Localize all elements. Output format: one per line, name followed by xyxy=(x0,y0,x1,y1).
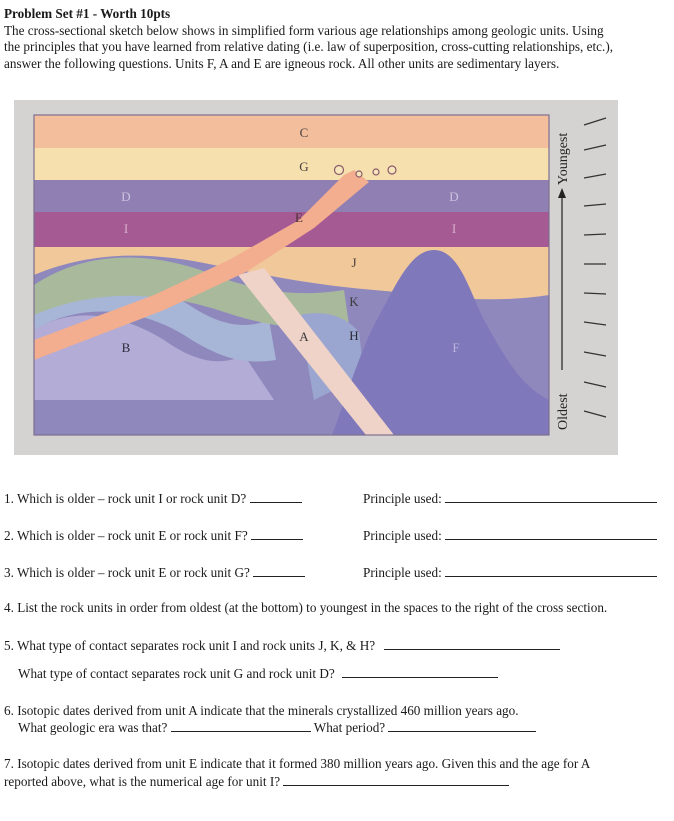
question-3-principle xyxy=(363,564,657,581)
question-6b xyxy=(18,719,536,737)
label-g: G xyxy=(299,159,309,174)
question-2-principle xyxy=(363,527,657,544)
problem-title: Problem Set #1 - Worth 10pts xyxy=(4,6,171,21)
question-6c-answer-blank[interactable] xyxy=(388,719,536,732)
question-4: 4. List the rock units in order from oldest (at the bottom) to youngest in the spaces to the right of the cross section. xyxy=(4,600,608,615)
label-e: E xyxy=(295,210,303,225)
unit-d-layer xyxy=(34,180,549,212)
question-3 xyxy=(4,564,305,582)
question-1-answer-blank[interactable] xyxy=(250,490,302,503)
label-h: H xyxy=(349,328,359,343)
label-b: B xyxy=(121,340,131,355)
question-2 xyxy=(4,527,303,545)
question-5b-text: What type of contact separates rock unit G and rock unit D? xyxy=(18,666,335,681)
question-5b xyxy=(18,665,498,683)
pebble-1 xyxy=(335,166,344,175)
question-1 xyxy=(4,490,302,508)
question-5a-answer-blank[interactable] xyxy=(384,637,560,650)
principle-2-blank[interactable] xyxy=(445,527,657,540)
principle-label-3: Principle used: xyxy=(363,565,442,580)
pebble-4 xyxy=(388,166,396,174)
label-a: A xyxy=(299,329,309,344)
youngest-label: Youngest xyxy=(556,132,571,185)
question-5b-answer-blank[interactable] xyxy=(342,665,498,678)
question-3-text: 3. Which is older – rock unit E or rock unit G? xyxy=(4,565,250,580)
label-d-right: D xyxy=(449,189,459,204)
question-7a: 7. Isotopic dates derived from unit E indicate that it formed 380 million years ago. Given this and the age for A xyxy=(4,756,591,771)
label-f: F xyxy=(452,340,460,355)
question-7b xyxy=(4,773,509,791)
cross-section-diagram xyxy=(14,100,618,455)
principle-label-1: Principle used: xyxy=(363,491,442,506)
question-6a: 6. Isotopic dates derived from unit A indicate that the minerals crystallized 460 million years ago. xyxy=(4,703,519,718)
label-j: J xyxy=(351,255,357,270)
unit-c-layer xyxy=(34,115,549,148)
question-1-principle xyxy=(363,490,657,507)
principle-1-blank[interactable] xyxy=(445,490,657,503)
intro-line-2: the principles that you have learned from relative dating (i.e. law of superposition, cross-cutting relationships, etc.), xyxy=(4,39,614,54)
intro-line-1: The cross-sectional sketch below shows in simplified form various age relationships among geologic units. Using xyxy=(4,22,604,38)
label-i-left: I xyxy=(123,221,129,236)
question-3-answer-blank[interactable] xyxy=(253,564,305,577)
question-6c-text: What period? xyxy=(313,720,386,735)
question-2-answer-blank[interactable] xyxy=(251,527,303,540)
label-d-left: D xyxy=(121,189,131,204)
principle-label-2: Principle used: xyxy=(363,528,442,543)
question-7b-text: reported above, what is the numerical age for unit I? xyxy=(4,774,281,789)
intro-line-3: answer the following questions. Units F, A and E are igneous rock. All other units are sedimentary layers. xyxy=(4,55,560,71)
oldest-label: Oldest xyxy=(556,393,571,430)
unit-g-layer xyxy=(34,148,549,180)
label-i-right: I xyxy=(451,221,457,236)
question-5a-text: 5. What type of contact separates rock unit I and rock units J, K, & H? xyxy=(4,638,376,653)
question-1-text: 1. Which is older – rock unit I or rock unit D? xyxy=(4,491,247,506)
question-7b-answer-blank[interactable] xyxy=(283,773,509,786)
question-6b-answer-blank[interactable] xyxy=(171,719,311,732)
principle-3-blank[interactable] xyxy=(445,564,657,577)
pebble-3 xyxy=(373,169,379,175)
pebble-2 xyxy=(356,171,362,177)
header xyxy=(4,6,668,72)
question-5a xyxy=(4,637,560,655)
question-6b-text: What geologic era was that? xyxy=(18,720,168,735)
question-2-text: 2. Which is older – rock unit E or rock unit F? xyxy=(4,528,248,543)
label-c: C xyxy=(299,125,309,140)
label-k: K xyxy=(349,294,359,309)
